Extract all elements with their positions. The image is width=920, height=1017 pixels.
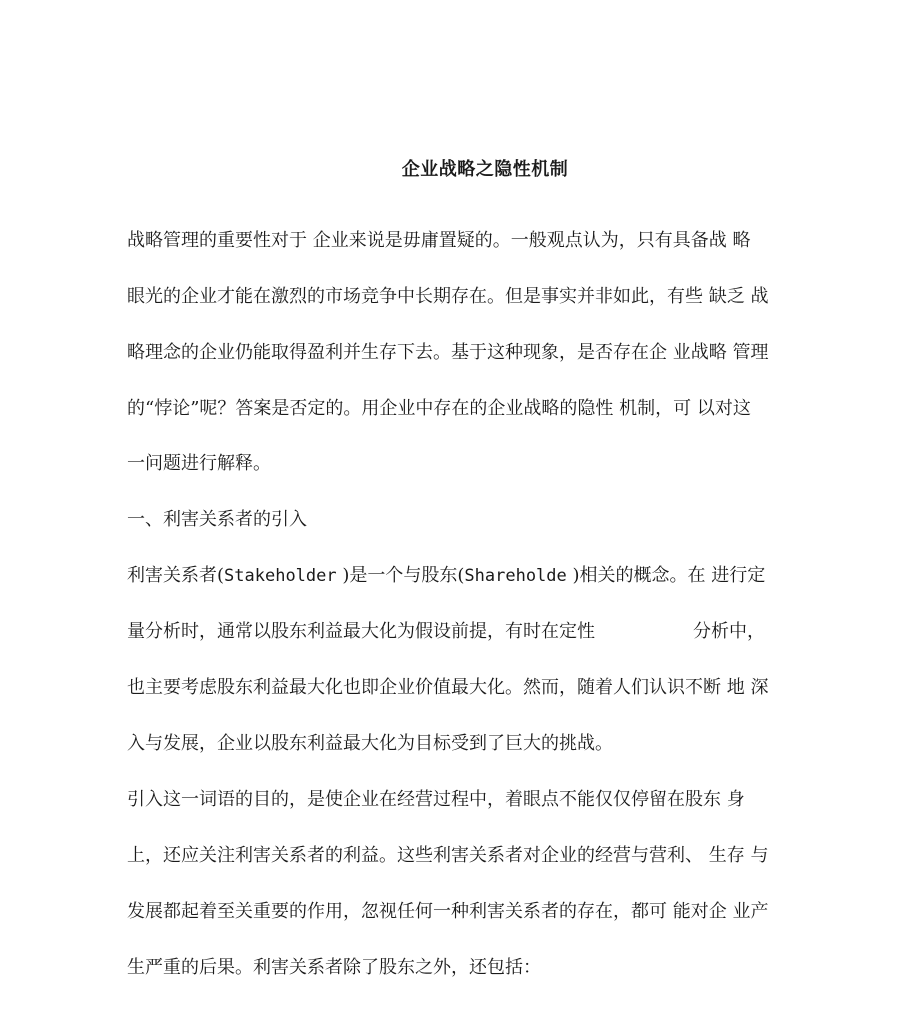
paragraph-2-line-2-part-a: 量分析时，通常以股东利益最大化为假设前提，有时在定性 bbox=[127, 621, 595, 642]
paragraph-2-line-2 bbox=[127, 620, 765, 644]
paragraph-3-line-4: 生严重的后果。利害关系者除了股东之外，还包括： bbox=[127, 957, 541, 978]
paragraph-2-line-1 bbox=[127, 564, 765, 588]
paragraph-2-line-2-part-b: 分析中， bbox=[693, 621, 765, 642]
paragraph-1-line-5: 一问题进行解释。 bbox=[127, 453, 271, 474]
paragraph-2-line-3: 也主要考虑股东利益最大化也即企业价值最大化。然而，随着人们认识不断 地 深 bbox=[127, 677, 769, 698]
paragraph-3-line-1: 引入这一词语的目的，是使企业在经营过程中，着眼点不能仅仅停留在股东 身 bbox=[127, 789, 745, 810]
paragraph-1-line-2: 眼光的企业才能在激烈的市场竞争中长期存在。但是事实并非如此，有些 缺乏 战 bbox=[127, 286, 769, 307]
stakeholder-term: Stakeholder bbox=[224, 566, 337, 586]
paragraph-2-line-1-part-a: 利害关系者( bbox=[127, 565, 225, 586]
paragraph-2-line-4: 入与发展，企业以股东利益最大化为目标受到了巨大的挑战。 bbox=[127, 733, 613, 754]
document-title: 企业战略之隐性机制 bbox=[401, 159, 569, 180]
paragraph-3-line-2: 上，还应关注利害关系者的利益。这些利害关系者对企业的经营与营利、 生存 与 bbox=[127, 845, 769, 866]
paragraph-1-line-4: 的“悖论”呢？答案是否定的。用企业中存在的企业战略的隐性 机制，可 以对这 bbox=[127, 398, 751, 419]
paragraph-3-line-3: 发展都起着至关重要的作用，忽视任何一种利害关系者的存在，都可 能对企 业产 bbox=[127, 901, 769, 922]
section-1-heading: 一、利害关系者的引入 bbox=[127, 509, 307, 530]
paragraph-1-line-3: 略理念的企业仍能取得盈利并生存下去。基于这种现象，是否存在企 业战略 管理 bbox=[127, 342, 769, 363]
paragraph-1-line-1: 战略管理的重要性对于 企业来说是毋庸置疑的。一般观点认为，只有具备战 略 bbox=[127, 230, 751, 251]
paragraph-2-line-1-part-c: )是一个与股东( bbox=[336, 565, 465, 586]
paragraph-2-line-1-part-e: )相关的概念。在 进行定 bbox=[566, 565, 766, 586]
shareholder-term: Shareholde bbox=[464, 566, 567, 586]
